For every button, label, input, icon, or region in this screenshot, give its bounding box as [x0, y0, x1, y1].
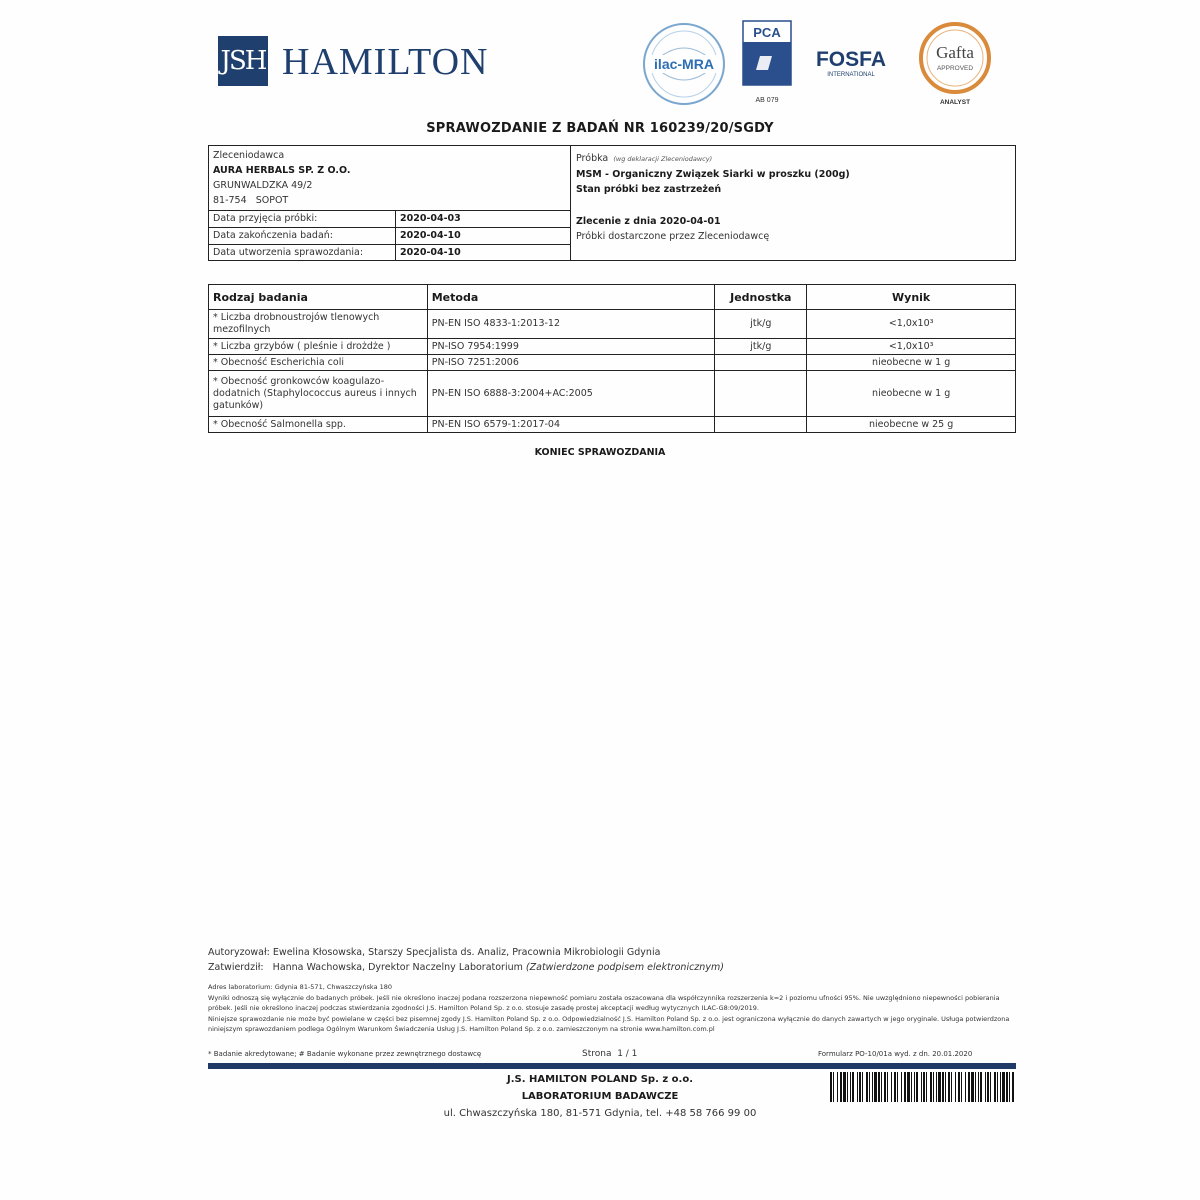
- barcode-bar: [965, 1072, 966, 1102]
- date-value: 2020-04-03: [395, 211, 570, 227]
- gafta-logo-caption: ANALYST: [939, 99, 971, 106]
- barcode-bar: [997, 1072, 998, 1102]
- test-name: * Liczba grzybów ( pleśnie i drożdże ): [209, 339, 428, 355]
- test-name: * Liczba drobnoustrojów tlenowych mezofilnych: [209, 310, 428, 339]
- test-unit: [715, 371, 807, 417]
- approved-note: (Zatwierdzone podpisem elektronicznym): [525, 962, 724, 973]
- fine-print: [208, 982, 1016, 1035]
- barcode-bar: [830, 1072, 832, 1102]
- barcode-bar: [843, 1072, 846, 1102]
- barcode-bar: [837, 1072, 838, 1102]
- barcode-bar: [971, 1072, 974, 1102]
- test-unit: [715, 355, 807, 371]
- test-name: * Obecność Escherichia coli: [209, 355, 428, 371]
- barcode-bar: [942, 1072, 944, 1102]
- sample-name: MSM - Organiczny Związek Siarki w proszku (200g): [576, 169, 850, 180]
- test-method: PN-EN ISO 6888-3:2004+AC:2005: [427, 371, 715, 417]
- barcode-bar: [869, 1072, 870, 1102]
- col-header-result: Wynik: [807, 285, 1016, 310]
- fosfa-logo-text: FOSFA: [815, 48, 887, 71]
- table-row: [209, 417, 1016, 433]
- barcode-bar: [1002, 1072, 1005, 1102]
- signatures: [208, 945, 724, 975]
- barcode-bar: [990, 1072, 991, 1102]
- barcode-bar: [975, 1072, 976, 1102]
- barcode-bar: [968, 1072, 970, 1102]
- barcode-bar: [994, 1072, 996, 1102]
- fine-print-2: Niniejsze sprawozdanie nie może być powielane w części bez pisemnej zgody J.S. Hamilton Poland Sp. z o.o. Odpowiedzialność J.S. Hamilton Poland Sp. z o.o. jest ograniczona wyłącznie do danych zawartych w jego oryginale. Usługa potwierdzona niniejszym sprawozdaniem podlega Ogólnym Warunkom Świadczenia Usług J.S. Hamilton Poland Sp. z o.o. zamieszczonym na stronie www.hamilton.com.pl: [208, 1014, 1010, 1033]
- barcode-bar: [862, 1072, 863, 1102]
- client-label: Zleceniodawca: [213, 150, 285, 161]
- barcode-bar: [852, 1072, 854, 1102]
- fosfa-logo-subtext: INTERNATIONAL: [827, 72, 875, 78]
- barcode-bar: [857, 1072, 858, 1102]
- barcode-bar: [933, 1072, 934, 1102]
- client-name: AURA HERBALS SP. Z O.O.: [213, 165, 351, 176]
- client-city: 81-754 SOPOT: [213, 195, 289, 206]
- results-table: [208, 284, 1016, 433]
- barcode-bar: [958, 1072, 960, 1102]
- date-row: [209, 244, 570, 261]
- page-number: Strona 1 / 1: [582, 1049, 638, 1059]
- approved-label: Zatwierdził:: [208, 962, 264, 973]
- barcode-bar: [872, 1072, 873, 1102]
- fosfa-logo: [812, 44, 890, 80]
- barcode-bar: [1009, 1072, 1010, 1102]
- barcode-bar: [1012, 1072, 1014, 1102]
- authorized-label: Autoryzował:: [208, 947, 270, 958]
- barcode-bar: [948, 1072, 950, 1102]
- barcode-bar: [859, 1072, 861, 1102]
- report-info-box: [208, 145, 1016, 261]
- col-header-test: Rodzaj badania: [209, 285, 428, 310]
- barcode-bar: [884, 1072, 886, 1102]
- barcode-bar: [897, 1072, 898, 1102]
- gafta-logo-subtext: APPROVED: [936, 65, 974, 72]
- barcode-bar: [850, 1072, 851, 1102]
- date-row: [209, 210, 570, 227]
- barcode-bar: [916, 1072, 918, 1102]
- table-row: [209, 355, 1016, 371]
- col-header-unit: Jednostka: [715, 285, 807, 310]
- date-label: Data przyjęcia próbki:: [213, 213, 318, 224]
- pca-logo-text: PCA: [753, 25, 781, 40]
- barcode-bar: [985, 1072, 986, 1102]
- accreditation-legend: * Badanie akredytowane; # Badanie wykonane przez zewnętrznego dostawcę: [208, 1050, 482, 1058]
- delivered-note: Próbki dostarczone przez Zleceniodawcę: [576, 231, 770, 242]
- ilac-logo-text: ilac-MRA: [654, 56, 714, 72]
- hamilton-monogram-logo: JSH: [218, 36, 268, 86]
- barcode-bar: [980, 1072, 982, 1102]
- barcode-bar: [914, 1072, 915, 1102]
- test-method: PN-ISO 7251:2006: [427, 355, 715, 371]
- pca-logo: [742, 20, 792, 108]
- test-name: * Obecność gronkowców koagulazo-dodatnich (Staphylococcus aureus i innych gatunków): [209, 371, 428, 417]
- order-date: Zlecenie z dnia 2020-04-01: [576, 216, 721, 227]
- barcode-bar: [887, 1072, 888, 1102]
- col-header-method: Metoda: [427, 285, 715, 310]
- company-address: ul. Chwaszczyńska 180, 81-571 Gdynia, tel. +48 58 766 99 00: [443, 1108, 757, 1119]
- barcode-bar: [1000, 1072, 1001, 1102]
- results-header-row: [209, 285, 1016, 310]
- test-method: PN-EN ISO 4833-1:2013-12: [427, 310, 715, 339]
- barcode-bar: [847, 1072, 848, 1102]
- barcode-bar: [891, 1072, 892, 1102]
- barcode-bar: [878, 1072, 880, 1102]
- barcode-bar: [866, 1072, 868, 1102]
- barcode-bar: [840, 1072, 842, 1102]
- barcode-bar: [945, 1072, 946, 1102]
- barcode-icon: [830, 1072, 1016, 1102]
- pca-code: AB 079: [755, 97, 779, 104]
- barcode-bar: [921, 1072, 922, 1102]
- lab-name: LABORATORIUM BADAWCZE: [521, 1091, 679, 1102]
- barcode-bar: [1006, 1072, 1008, 1102]
- test-unit: jtk/g: [715, 310, 807, 339]
- client-block: [213, 148, 350, 208]
- form-id: Formularz PO-10/01a wyd. z dn. 20.01.2020: [818, 1050, 973, 1058]
- test-result: <1,0x10³: [807, 310, 1016, 339]
- barcode-bar: [987, 1072, 989, 1102]
- company-name: J.S. HAMILTON POLAND Sp. z o.o.: [506, 1074, 694, 1085]
- client-street: GRUNWALDZKA 49/2: [213, 180, 313, 191]
- barcode-bar: [951, 1072, 952, 1102]
- gafta-logo: [918, 20, 992, 108]
- approved-value: Hanna Wachowska, Dyrektor Naczelny Laboratorium: [272, 962, 523, 973]
- barcode-bar: [978, 1072, 979, 1102]
- barcode-bar: [907, 1072, 910, 1102]
- barcode-bar: [955, 1072, 956, 1102]
- table-row: [209, 371, 1016, 417]
- authorized-value: Ewelina Kłosowska, Starszy Specjalista ds. Analiz, Pracownia Mikrobiologii Gdynia: [272, 947, 661, 958]
- barcode-bar: [881, 1072, 882, 1102]
- barcode-bar: [904, 1072, 906, 1102]
- sample-condition: Stan próbki bez zastrzeżeń: [576, 184, 722, 195]
- test-result: nieobecne w 25 g: [807, 417, 1016, 433]
- date-value: 2020-04-10: [395, 228, 570, 244]
- test-unit: jtk/g: [715, 339, 807, 355]
- test-result: nieobecne w 1 g: [807, 371, 1016, 417]
- footer-bar: [208, 1063, 1016, 1069]
- report-title: SPRAWOZDANIE Z BADAŃ NR 160239/20/SGDY: [426, 121, 774, 136]
- table-row: [209, 339, 1016, 355]
- test-method: PN-EN ISO 6579-1:2017-04: [427, 417, 715, 433]
- barcode-bar: [901, 1072, 902, 1102]
- test-result: nieobecne w 1 g: [807, 355, 1016, 371]
- test-name: * Obecność Salmonella spp.: [209, 417, 428, 433]
- sample-label-note: (wg deklaracji Zleceniodawcy): [613, 155, 713, 163]
- sample-label: Próbka: [576, 153, 609, 164]
- barcode-bar: [936, 1072, 937, 1102]
- brand-name: HAMILTON: [282, 41, 489, 83]
- table-row: [209, 310, 1016, 339]
- date-label: Data utworzenia sprawozdania:: [213, 247, 364, 258]
- barcode-bar: [874, 1072, 877, 1102]
- test-unit: [715, 417, 807, 433]
- date-label: Data zakończenia badań:: [213, 230, 333, 241]
- date-row: [209, 227, 570, 244]
- ilac-mra-logo: [642, 22, 726, 106]
- barcode-bar: [894, 1072, 896, 1102]
- barcode-bar: [930, 1072, 932, 1102]
- end-of-report: KONIEC SPRAWOZDANIA: [534, 447, 666, 458]
- date-value: 2020-04-10: [395, 245, 570, 261]
- lab-address: Adres laboratorium: Gdynia 81-571, Chwaszczyńska 180: [208, 983, 393, 991]
- sample-block: [576, 148, 850, 244]
- barcode-bar: [923, 1072, 925, 1102]
- barcode-bar: [911, 1072, 912, 1102]
- test-result: <1,0x10³: [807, 339, 1016, 355]
- barcode-bar: [961, 1072, 962, 1102]
- fine-print-1: Wyniki odnoszą się wyłącznie do badanych próbek. Jeśli nie określono inaczej podana rozszerzona niepewność pomiaru została oszacowana dla współczynnika rozszerzenia k=2 i poziomu ufności 95%. Nie uwzględniono niepewności pobierania próbek. Jeśli nie określono inaczej podczas stwierdzania zgodności J.S. Hamilton Poland Sp. z o.o. stosuje zasadę prostej akceptacji według wytycznych ILAC-G8:09/2019.: [208, 993, 1000, 1012]
- barcode-bar: [938, 1072, 941, 1102]
- barcode-bar: [833, 1072, 834, 1102]
- test-method: PN-ISO 7954:1999: [427, 339, 715, 355]
- gafta-logo-text: Gafta: [936, 43, 974, 62]
- dates-table: [209, 210, 570, 261]
- barcode-bar: [926, 1072, 927, 1102]
